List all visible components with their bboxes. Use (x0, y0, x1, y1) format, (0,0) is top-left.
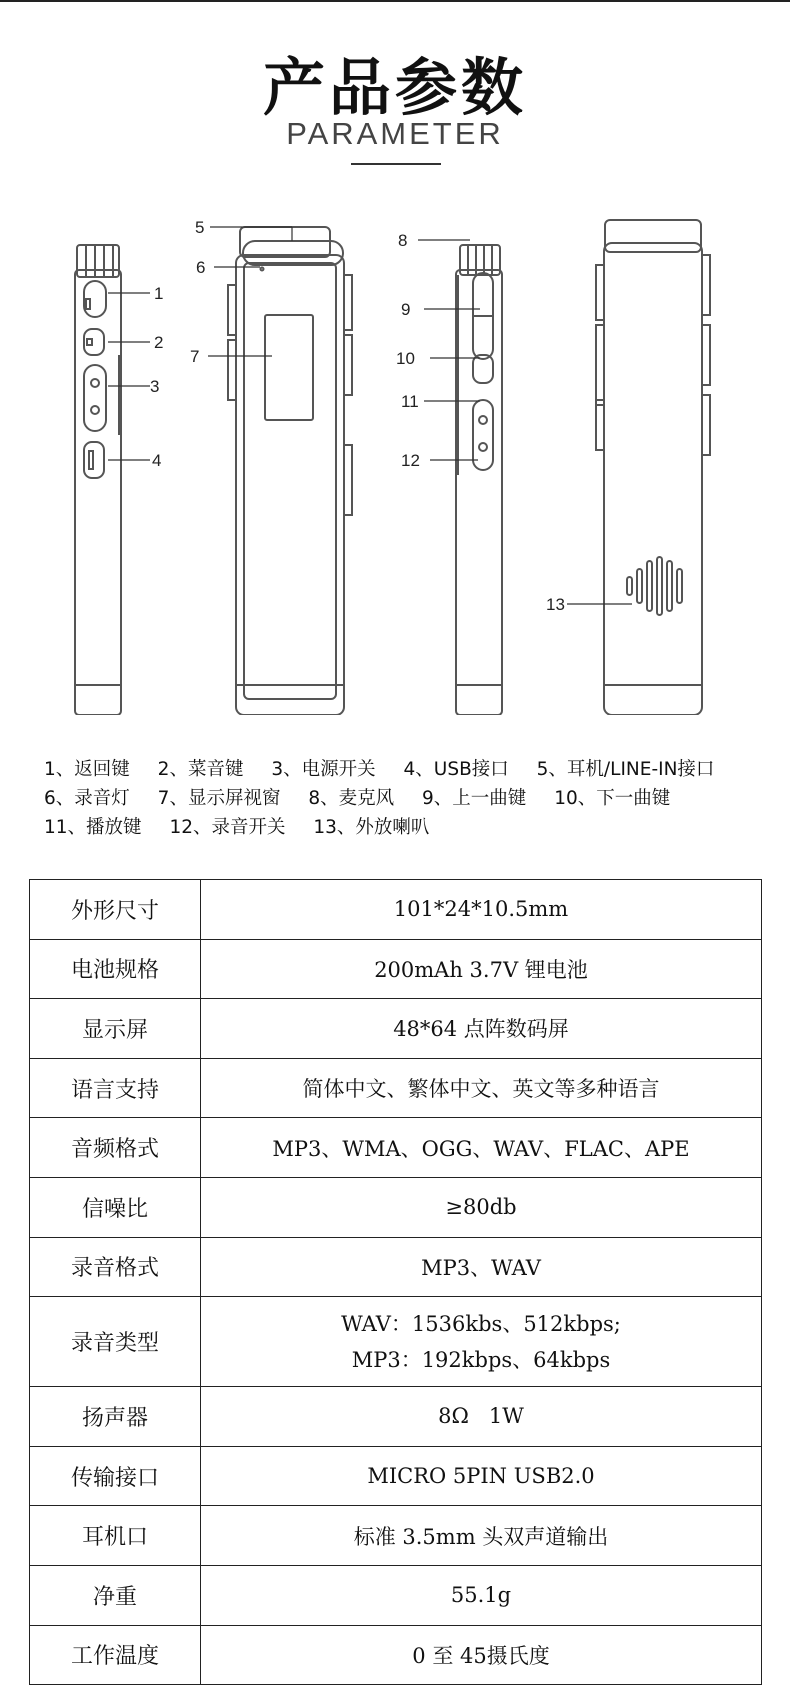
spec-key: 工作温度 (30, 1625, 201, 1685)
legend-item: 9、上一曲键 (422, 788, 527, 809)
spec-value: MICRO 5PIN USB2.0 (201, 1446, 762, 1506)
spec-key: 电池规格 (30, 939, 201, 999)
spec-value: 200mAh 3.7V 锂电池 (201, 939, 762, 999)
spec-value: 48*64 点阵数码屏 (201, 999, 762, 1059)
callout-6: 6 (196, 258, 206, 277)
spec-key: 录音类型 (30, 1297, 201, 1387)
spec-value: MP3、WAV (201, 1237, 762, 1297)
spec-key: 外形尺寸 (30, 880, 201, 940)
legend-item: 10、下一曲键 (554, 788, 671, 809)
callout-9: 9 (401, 300, 411, 319)
table-row (30, 1177, 762, 1237)
table-row (30, 1297, 762, 1387)
table-row (30, 1118, 762, 1178)
legend-item: 13、外放喇叭 (313, 817, 430, 838)
spec-value: 标准 3.5mm 头双声道输出 (201, 1506, 762, 1566)
spec-key: 净重 (30, 1565, 201, 1625)
legend-item: 6、录音灯 (44, 788, 130, 809)
callout-1: 1 (154, 284, 164, 303)
legend-item: 3、电源开关 (271, 759, 376, 780)
spec-key: 显示屏 (30, 999, 201, 1059)
callout-2: 2 (154, 333, 164, 352)
callout-8: 8 (398, 231, 408, 250)
legend-item: 8、麦克风 (308, 788, 395, 809)
callout-13: 13 (546, 595, 565, 614)
top-border-line (0, 0, 790, 2)
callout-10: 10 (396, 349, 415, 368)
device-diagram (0, 215, 790, 715)
device-left-side-view (75, 245, 121, 715)
legend-item: 5、耳机/LINE-IN接口 (536, 759, 715, 780)
callout-3: 3 (150, 377, 160, 396)
spec-key: 录音格式 (30, 1237, 201, 1297)
table-row (30, 1506, 762, 1566)
table-row (30, 1446, 762, 1506)
table-row (30, 1237, 762, 1297)
spec-value: 55.1g (201, 1565, 762, 1625)
legend-item: 4、USB接口 (403, 759, 509, 780)
spec-value: 简体中文、繁体中文、英文等多种语言 (201, 1058, 762, 1118)
component-legend (44, 755, 784, 842)
legend-item: 12、录音开关 (169, 817, 286, 838)
table-row (30, 1058, 762, 1118)
spec-value: 101*24*10.5mm (201, 880, 762, 940)
table-row (30, 999, 762, 1059)
spec-value: 8Ω 1W (201, 1387, 762, 1447)
callout-11: 11 (401, 392, 419, 411)
legend-item: 1、返回键 (44, 759, 130, 780)
callout-4: 4 (152, 451, 162, 470)
spec-value: MP3、WMA、OGG、WAV、FLAC、APE (201, 1118, 762, 1178)
callout-5: 5 (195, 218, 205, 237)
table-row (30, 1565, 762, 1625)
spec-key: 耳机口 (30, 1506, 201, 1566)
spec-key: 音频格式 (30, 1118, 201, 1178)
spec-value: ≥80db (201, 1177, 762, 1237)
spec-value-line: WAV：1536kbs、512kbps; (341, 1311, 621, 1336)
spec-key: 语言支持 (30, 1058, 201, 1118)
spec-value-line: MP3：192kbps、64kbps (351, 1347, 611, 1372)
callout-7: 7 (190, 347, 200, 366)
page-subtitle: PARAMETER (286, 116, 504, 151)
callout-12: 12 (401, 451, 420, 470)
title-underline (351, 163, 441, 165)
spec-key: 扬声器 (30, 1387, 201, 1447)
legend-row (44, 755, 784, 784)
table-row (30, 1387, 762, 1447)
legend-item: 11、播放键 (44, 817, 142, 838)
spec-table (29, 879, 762, 1685)
legend-item: 7、显示屏视窗 (157, 788, 281, 809)
device-right-side-view (456, 245, 502, 715)
legend-item: 2、菜音键 (157, 759, 244, 780)
legend-row (44, 784, 784, 813)
device-front-view (228, 227, 352, 715)
table-row (30, 939, 762, 999)
spec-key: 信噪比 (30, 1177, 201, 1237)
spec-value (201, 1297, 762, 1387)
spec-value: 0 至 45摄氏度 (201, 1625, 762, 1685)
device-back-view (596, 220, 710, 715)
table-row (30, 880, 762, 940)
page-title: 产品参数 (262, 51, 527, 124)
legend-row (44, 813, 784, 842)
spec-key: 传输接口 (30, 1446, 201, 1506)
table-row (30, 1625, 762, 1685)
